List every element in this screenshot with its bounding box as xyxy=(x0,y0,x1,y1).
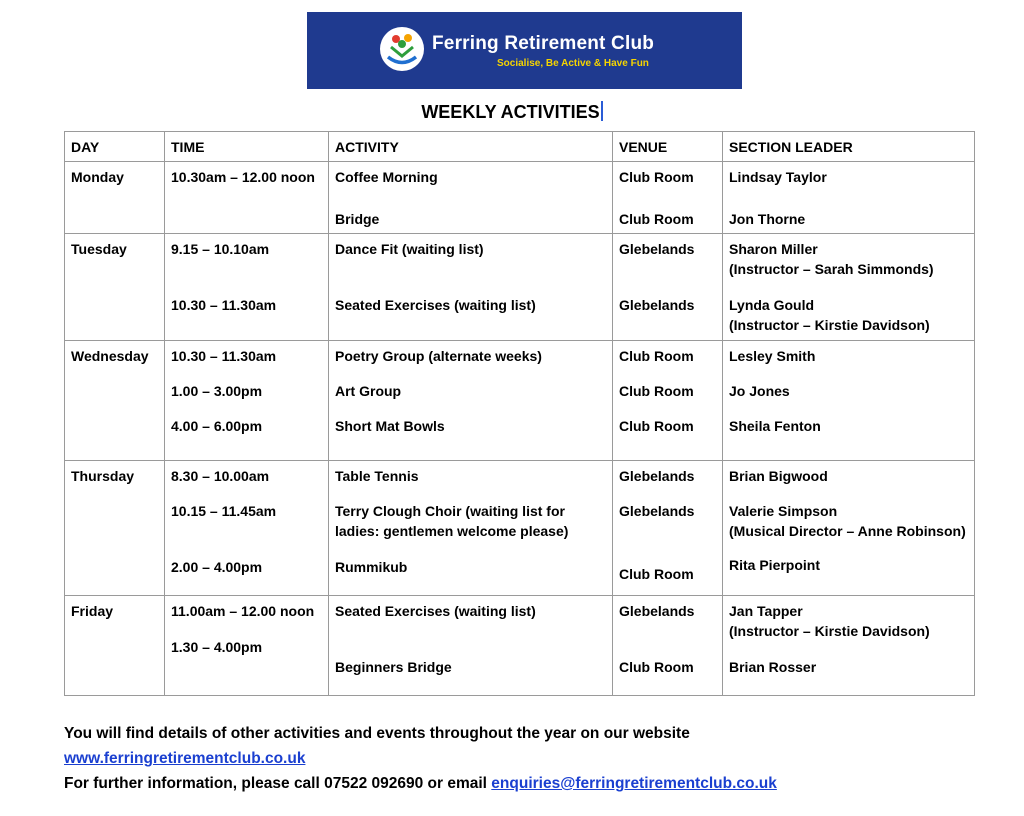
leader-cell xyxy=(723,341,975,461)
leader-cell xyxy=(723,596,975,696)
activity-entry: Bridge xyxy=(335,211,380,227)
time-entry: 2.00 – 4.00pm xyxy=(171,559,263,575)
column-header-activity: ACTIVITY xyxy=(329,132,613,162)
activity-entry: Terry Clough Choir (waiting list for ladies: gentlemen welcome please) xyxy=(335,503,569,539)
time-entry: 10.30 – 11.30am xyxy=(171,348,277,364)
activity-entry: Rummikub xyxy=(335,559,408,575)
footer-line-website-intro: You will find details of other activities and events throughout the year on our website xyxy=(64,725,690,742)
activity-cell xyxy=(329,596,613,696)
column-header-time: TIME xyxy=(165,132,329,162)
leader-note: (Musical Director – Anne Robinson) xyxy=(729,523,966,539)
time-entry: 10.30 – 11.30am xyxy=(171,297,277,313)
day-cell: Monday xyxy=(65,162,165,234)
activity-entry: Beginners Bridge xyxy=(335,659,452,675)
table-header-row xyxy=(65,132,975,162)
page-title: WEEKLY ACTIVITIES xyxy=(0,101,1024,123)
venue-entry: Club Room xyxy=(619,169,694,185)
activity-cell xyxy=(329,341,613,461)
table-row xyxy=(65,341,975,461)
venue-entry: Club Room xyxy=(619,211,694,227)
leader-entry: Sharon Miller xyxy=(729,241,818,257)
text-cursor xyxy=(601,101,603,121)
leader-entry: Lesley Smith xyxy=(729,348,816,364)
table-row xyxy=(65,596,975,696)
table-row xyxy=(65,461,975,596)
venue-entry: Glebelands xyxy=(619,241,695,257)
leader-entry: Jo Jones xyxy=(729,383,790,399)
activity-cell xyxy=(329,461,613,596)
activity-entry: Poetry Group (alternate weeks) xyxy=(335,348,542,364)
leader-entry: Jan Tapper xyxy=(729,603,803,619)
activities-table xyxy=(64,131,975,696)
activity-cell xyxy=(329,162,613,234)
time-cell xyxy=(165,341,329,461)
footer-info xyxy=(64,721,984,796)
venue-entry: Club Room xyxy=(619,383,694,399)
column-header-section-leader: SECTION LEADER xyxy=(723,132,975,162)
leader-note: (Instructor – Kirstie Davidson) xyxy=(729,623,930,639)
venue-entry: Glebelands xyxy=(619,503,695,519)
leader-note: (Instructor – Sarah Simmonds) xyxy=(729,261,934,277)
contact-text: For further information, please call 07522 092690 or email xyxy=(64,775,492,792)
venue-entry: Club Room xyxy=(619,659,694,675)
leader-entry: Jon Thorne xyxy=(729,211,806,227)
time-cell xyxy=(165,596,329,696)
time-entry: 8.30 – 10.00am xyxy=(171,468,270,484)
activity-entry: Coffee Morning xyxy=(335,169,438,185)
day-cell: Thursday xyxy=(65,461,165,596)
activity-entry: Seated Exercises (waiting list) xyxy=(335,297,536,313)
venue-entry: Glebelands xyxy=(619,468,695,484)
time-cell xyxy=(165,461,329,596)
venue-entry: Glebelands xyxy=(619,297,695,313)
activity-entry: Table Tennis xyxy=(335,468,419,484)
day-cell: Wednesday xyxy=(65,341,165,461)
time-entry: 10.15 – 11.45am xyxy=(171,503,277,519)
venue-cell xyxy=(613,461,723,596)
website-link[interactable]: www.ferringretirementclub.co.uk xyxy=(64,750,306,767)
leader-entry: Lynda Gould xyxy=(729,297,815,313)
day-cell: Friday xyxy=(65,596,165,696)
leader-entry: Rita Pierpoint xyxy=(729,557,821,573)
day-cell: Tuesday xyxy=(65,234,165,341)
venue-cell xyxy=(613,162,723,234)
activity-entry: Art Group xyxy=(335,383,402,399)
time-entry: 9.15 – 10.10am xyxy=(171,241,270,257)
leader-cell xyxy=(723,234,975,341)
table-row xyxy=(65,162,975,234)
venue-cell xyxy=(613,234,723,341)
leader-cell xyxy=(723,461,975,596)
header-banner xyxy=(307,12,742,89)
activity-cell xyxy=(329,234,613,341)
leader-entry: Lindsay Taylor xyxy=(729,169,827,185)
leader-cell xyxy=(723,162,975,234)
time-entry: 4.00 – 6.00pm xyxy=(171,418,263,434)
leader-note: (Instructor – Kirstie Davidson) xyxy=(729,317,930,333)
leader-entry: Brian Rosser xyxy=(729,659,817,675)
time-entry: 1.30 – 4.00pm xyxy=(171,639,263,655)
time-entry: 10.30am – 12.00 noon xyxy=(171,169,315,185)
venue-cell xyxy=(613,341,723,461)
footer-line-contact xyxy=(64,771,984,796)
time-cell xyxy=(165,234,329,341)
activity-entry: Short Mat Bowls xyxy=(335,418,445,434)
venue-cell xyxy=(613,596,723,696)
venue-entry: Club Room xyxy=(619,348,694,364)
venue-entry: Club Room xyxy=(619,418,694,434)
club-tagline: Socialise, Be Active & Have Fun xyxy=(497,58,649,69)
column-header-venue: VENUE xyxy=(613,132,723,162)
email-link[interactable]: enquiries@ferringretirementclub.co.uk xyxy=(491,775,777,792)
activity-entry: Seated Exercises (waiting list) xyxy=(335,603,536,619)
leader-entry: Sheila Fenton xyxy=(729,418,821,434)
table-row xyxy=(65,234,975,341)
activity-entry: Dance Fit (waiting list) xyxy=(335,241,484,257)
club-logo-icon xyxy=(379,26,425,72)
venue-entry: Club Room xyxy=(619,566,694,582)
time-cell xyxy=(165,162,329,234)
club-name: Ferring Retirement Club xyxy=(432,33,655,54)
leader-entry: Brian Bigwood xyxy=(729,468,828,484)
time-entry: 1.00 – 3.00pm xyxy=(171,383,263,399)
time-entry: 11.00am – 12.00 noon xyxy=(171,603,315,619)
column-header-day: DAY xyxy=(65,132,165,162)
venue-entry: Glebelands xyxy=(619,603,695,619)
leader-entry: Valerie Simpson xyxy=(729,503,838,519)
